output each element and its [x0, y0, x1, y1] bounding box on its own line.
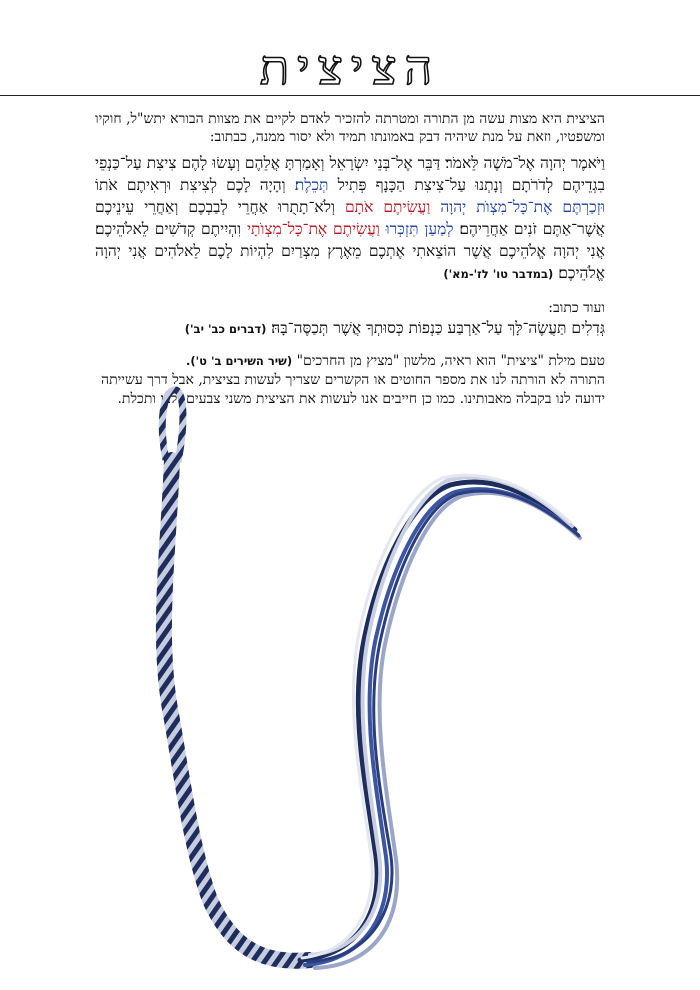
more-label: ועוד כתוב: [548, 300, 605, 316]
verse-tekhelet-word: תְּכֵלֶת [294, 176, 329, 194]
cord-loop [162, 390, 183, 462]
verse-part-1: וַיֹּאמֶר יְהוָה אֶל־מֹשֶׁה לֵּאמֹר׃ דַּבֵּר אֶל־בְּנֵי יִשְׂרָאֵל וְאָמַרְתָּ אֲלֵהֶם וְעָשׂוּ לָהֶם צִיצִת עַל־כַּנְפֵי בִגְדֵיהֶם לְדֹרֹתָם וְנָתְנוּ עַל־צִיצִת הַכָּנָף פְּתִיל [95, 154, 605, 194]
verse-part-3: וְלֹא־תָתֻרוּ אַחֲרֵי לְבַבְכֶם וְאַחֲרֵי עֵינֵיכֶם אֲשֶׁר־אַתֶּם זֹנִים אַחֲרֵיהֶם׃ [95, 198, 605, 238]
verse2-text: גְּדִלִים תַּעֲשֶׂה־לָּךְ עַל־אַרְבַּע כַּנְפוֹת כְּסוּתְךָ אֲשֶׁר תְּכַסֶּה־בָּהּ׃ [271, 319, 605, 337]
verse-part-4: וִהְיִיתֶם קְדֹשִׁים לֵאלֹהֵיכֶם׃ אֲנִי יְהוָה אֱלֹהֵיכֶם אֲשֶׁר הוֹצֵאתִי אֶתְכֶם מֵאֶרֶץ מִצְרַיִם לִהְיוֹת לָכֶם לֵאלֹהִים אֲנִי יְהוָה אֱלֹהֵיכֶם׃ [95, 220, 605, 282]
verse-red-phrase-2: וַעֲשִׂיתֶם אֶת־כָּל־מִצְוֺתָי [246, 220, 380, 238]
braided-cord [164, 460, 310, 961]
verse-red-phrase: וַעֲשִׂיתֶם אֹתָם [344, 198, 431, 216]
tzitzit-illustration [150, 380, 600, 980]
verse-blue-phrase: וּזְכַרְתֶּם אֶת־כָּל־מִצְוֺת יְהוָה [440, 198, 606, 216]
text-content [95, 110, 605, 409]
page-title: הציצית [259, 40, 441, 96]
verse-blue-phrase-2: לְמַעַן תִּזְכְּרוּ [385, 220, 454, 238]
title-rule [0, 95, 700, 96]
verse2-reference: (דברים כב' יב') [184, 322, 267, 336]
verse-part-2: ׃ וְהָיָה לָכֶם לְצִיצִת וּרְאִיתֶם אֹתוֹ [95, 176, 295, 194]
explanation-line-1: טעם מילת "ציצית" הוא ראיה, מלשון "מציץ מן החרכים" [296, 353, 605, 369]
verse-devarim [95, 317, 605, 340]
explanation-rest: התורה לא הורתה לנו את מספר החוטים או הקשרים שצריך לעשות בציצית, אבל דרך עשייתה ידועה לנו בקבלה מאבותינו. כמו כן חייבים אנו לעשות את הציצית משני צבעים, לבן ותכלת. [101, 372, 605, 407]
verse-reference: (במדבר טו' לז'-מא') [443, 267, 554, 281]
loose-strings [300, 475, 580, 968]
intro-paragraph: הציצית היא מצות עשה מן התורה ומטרתה להזכיר לאדם לקיים את מצוות הבורא יתש"ל, חוקיו ומשפטיו, וזאת על מנת שיהיה דבק באמונתו תמיד ולא יסור ממנה, כבתוב: [95, 111, 605, 145]
explanation-reference: (שיר השירים ב' ט'). [186, 354, 293, 368]
verse-bamidbar [95, 152, 605, 285]
